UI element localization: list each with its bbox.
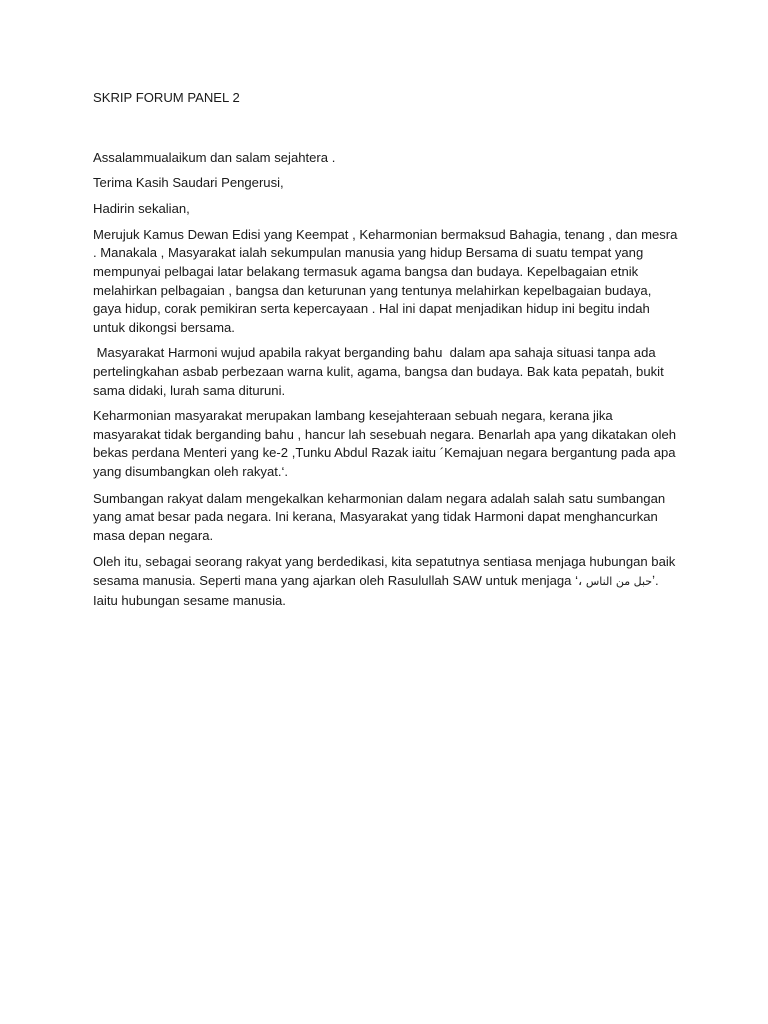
thanks-line: Terima Kasih Saudari Pengerusi, — [93, 174, 284, 190]
conclusion-text-before: Oleh itu, sebagai seorang rakyat yang berdedikasi, kita sepatutnya sentiasa menjaga hubungan baik sesama manusia. Seperti mana yang ajarkan oleh Rasulullah SAW untuk menjaga ‘، — [93, 554, 676, 588]
arabic-phrase: حبل من الناس — [585, 574, 653, 588]
paragraph-sumbangan: Sumbangan rakyat dalam mengekalkan keharmonian dalam negara adalah salah satu sumbangan yang amat besar pada negara. Ini kerana, Masyarakat yang tidak Harmoni dapat menghancurkan masa depan negara. — [93, 490, 666, 543]
conclusion-text-after: ʼ. Iaitu hubungan sesame manusia. — [93, 572, 659, 608]
paragraph-conclusion — [93, 553, 680, 610]
paragraph-definition: Merujuk Kamus Dewan Edisi yang Keempat , Keharmonian bermaksud Bahagia, tenang , dan mesra . Manakala , Masyarakat ialah sekumpulan manusia yang hidup Bersama di suatu tempat yang mempunyai pelbagai latar belakang termasuk agama bangsa dan budaya. Kepelbagaian etnik melahirkan pelbagaian , bangsa dan keturunan yang tentunya melahirkan kepelbagaian budaya, gaya hidup, corak pemikiran serta kepercayaan . Hal ini dapat menjadikan hidup ini begitu indah untuk dikongsi bersama. — [93, 226, 678, 335]
paragraph-keharmonian: Keharmonian masyarakat merupakan lambang kesejahteraan sebuah negara, kerana jika masyarakat tidak berganding bahu , hancur lah sesebuah negara. Benarlah apa yang dikatakan oleh bekas perdana Menteri yang ke-2 ,Tunku Abdul Razak iaitu ´Kemajuan negara bergantung pada apa yang disumbangkan oleh rakyat.‘. — [93, 408, 677, 479]
document-title: SKRIP FORUM PANEL 2 — [93, 90, 240, 105]
greeting-line: Assalammualaikum dan salam sejahtera . — [93, 149, 336, 165]
audience-line: Hadirin sekalian, — [93, 200, 190, 216]
paragraph-harmoni: Masyarakat Harmoni wujud apabila rakyat berganding bahu dalam apa sahaja situasi tanpa ada pertelingkahan asbab perbezaan warna kulit, agama, bangsa dan budaya. Bak kata pepatah, bukit sama didaki, lurah sama dituruni. — [93, 345, 668, 398]
